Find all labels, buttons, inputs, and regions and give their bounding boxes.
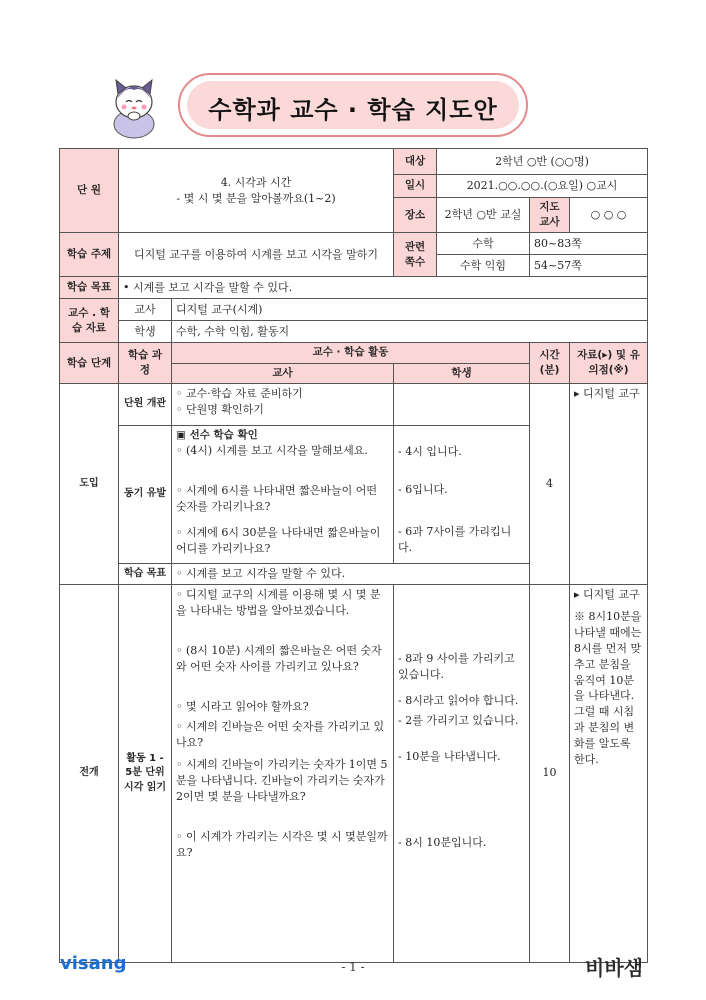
development-time: 10 — [530, 584, 570, 962]
development-note: ※ 8시10분을 나타낼 때에는 8시를 먼저 맞추고 분침을 움직여 10분을 나타낸다. 그럴 때 시침과 분침의 변화를 알도록 한다. — [574, 609, 642, 767]
teacher-question: ◦ 시계의 긴바늘이 가리키는 숫자가 1이면 5분을 나타냅니다. 긴바늘이 가리키는 숫자가 2이면 몇 분을 나타낼까요? — [176, 757, 388, 803]
development-teacher — [172, 584, 394, 962]
student-header: 학생 — [394, 363, 530, 383]
intro-goal-text: ◦ 시계를 보고 시각을 말할 수 있다. — [172, 563, 530, 584]
teacher-value: ○ ○ ○ — [570, 198, 648, 233]
time-header: 시간 (분) — [530, 343, 570, 383]
target-value: 2학년 ○반 (○○명) — [437, 149, 648, 175]
stage-header: 학습 단계 — [60, 343, 119, 383]
intro-time: 4 — [530, 383, 570, 584]
motivation-student — [394, 425, 530, 563]
motivation-label: 동기 유발 — [119, 425, 172, 563]
teacher-label: 지도 교사 — [530, 198, 570, 233]
teacher-question: ◦ (8시 10분) 시계의 짧은바늘은 어떤 숫자와 어떤 숫자 사이를 가리키고 있나요? — [176, 643, 382, 673]
development-material — [570, 584, 648, 962]
student-role: 학생 — [119, 321, 172, 343]
student-answer: - 6입니다. — [398, 482, 448, 496]
teacher-question: ◦ 이 시계가 가리키는 시각은 몇 시 몇분일까요? — [176, 829, 388, 859]
overview-step: ◦ 교수·학습 자료 준비하기 — [176, 386, 303, 400]
date-label: 일시 — [394, 175, 437, 198]
student-answer: - 8과 9 사이를 가리키고 있습니다. — [398, 651, 515, 681]
goal-value: • 시계를 보고 시각을 말할 수 있다. — [119, 277, 648, 299]
unit-overview-teacher — [172, 383, 394, 425]
student-answer: - 4시 입니다. — [398, 444, 462, 458]
overview-step: ◦ 단원명 확인하기 — [176, 402, 264, 416]
place-value: 2학년 ○반 교실 — [437, 198, 530, 233]
teacher-question: ◦ 시계에 6시를 나타내면 짧은바늘이 어떤 숫자를 가리키나요? — [176, 484, 377, 514]
activity-1-label: 활동 1 - 5분 단위 시각 읽기 — [119, 584, 172, 962]
intro-material: ▸ 디지털 교구 — [570, 383, 648, 584]
page-number: - 1 - — [341, 960, 365, 974]
related-pages: 54~57쪽 — [530, 255, 648, 277]
motivation-teacher — [172, 425, 394, 563]
vivasam-logo: 비바샘 — [585, 956, 643, 980]
student-answer: - 6과 7사이를 가리킵니다. — [398, 524, 512, 554]
topic-label: 학습 주제 — [60, 233, 119, 277]
intro-goal-label: 학습 목표 — [119, 563, 172, 584]
cat-mascot-illustration — [104, 76, 164, 140]
teacher-question: ◦ 시계에 6시 30분을 나타내면 짧은바늘이 어디를 가리키나요? — [176, 526, 381, 556]
development-stage: 전개 — [60, 584, 119, 962]
unit-subtitle: - 몇 시 몇 분을 알아볼까요(1~2) — [176, 191, 336, 205]
material-label: 교수 . 학습 자료 — [60, 299, 119, 343]
development-material-item: ▸ 디지털 교구 — [574, 587, 640, 601]
related-pages: 80~83쪽 — [530, 233, 648, 255]
teacher-question: ◦ 시계의 긴바늘은 어떤 숫자를 가리키고 있나요? — [176, 719, 385, 749]
goal-label: 학습 목표 — [60, 277, 119, 299]
lesson-plan-table — [59, 148, 648, 963]
target-label: 대상 — [394, 149, 437, 175]
student-answer: - 2를 가리키고 있습니다. — [398, 713, 519, 727]
student-material: 수학, 수학 익힘, 활동지 — [172, 321, 648, 343]
activity-header: 교수 · 학습 활동 — [172, 343, 530, 363]
unit-overview-label: 단원 개관 — [119, 383, 172, 425]
unit-title: 4. 시각과 시간 — [220, 175, 292, 189]
related-pages-label: 관련 쪽수 — [394, 233, 437, 277]
intro-stage: 도입 — [60, 383, 119, 584]
materials-header: 자료(▸) 및 유의점(※) — [570, 343, 648, 383]
place-label: 장소 — [394, 198, 437, 233]
teacher-role: 교사 — [119, 299, 172, 321]
student-answer: - 8시 10분입니다. — [398, 835, 487, 849]
teacher-header: 교사 — [172, 363, 394, 383]
prior-learning-title: ▣ 선수 학습 확인 — [176, 428, 258, 441]
teacher-question: ◦ 디지털 교구의 시계를 이용해 몇 시 몇 분을 나타내는 방법을 알아보겠습니다. — [176, 587, 381, 617]
development-student — [394, 584, 530, 962]
title-banner — [178, 73, 528, 137]
process-header: 학습 과정 — [119, 343, 172, 383]
student-answer: - 8시라고 읽어야 합니다. — [398, 693, 519, 707]
teacher-question: ◦ (4시) 시계를 보고 시각을 말해보세요. — [176, 444, 368, 458]
date-value: 2021.○○.○○.(○요일) ○교시 — [437, 175, 648, 198]
topic-value: 디지털 교구를 이용하여 시계를 보고 시각을 말하기 — [119, 233, 394, 277]
unit-overview-student — [394, 383, 530, 425]
unit-label: 단 원 — [60, 149, 119, 233]
student-answer: - 10분을 나타냅니다. — [398, 749, 501, 763]
teacher-question: ◦ 몇 시라고 읽어야 할까요? — [176, 699, 309, 713]
teacher-material: 디지털 교구(시계) — [172, 299, 648, 321]
document-title: 수학과 교수 · 학습 지도안 — [208, 96, 498, 124]
visang-logo: visang — [60, 953, 127, 974]
related-book: 수학 — [437, 233, 530, 255]
unit-value — [119, 149, 394, 233]
related-book: 수학 익힘 — [437, 255, 530, 277]
